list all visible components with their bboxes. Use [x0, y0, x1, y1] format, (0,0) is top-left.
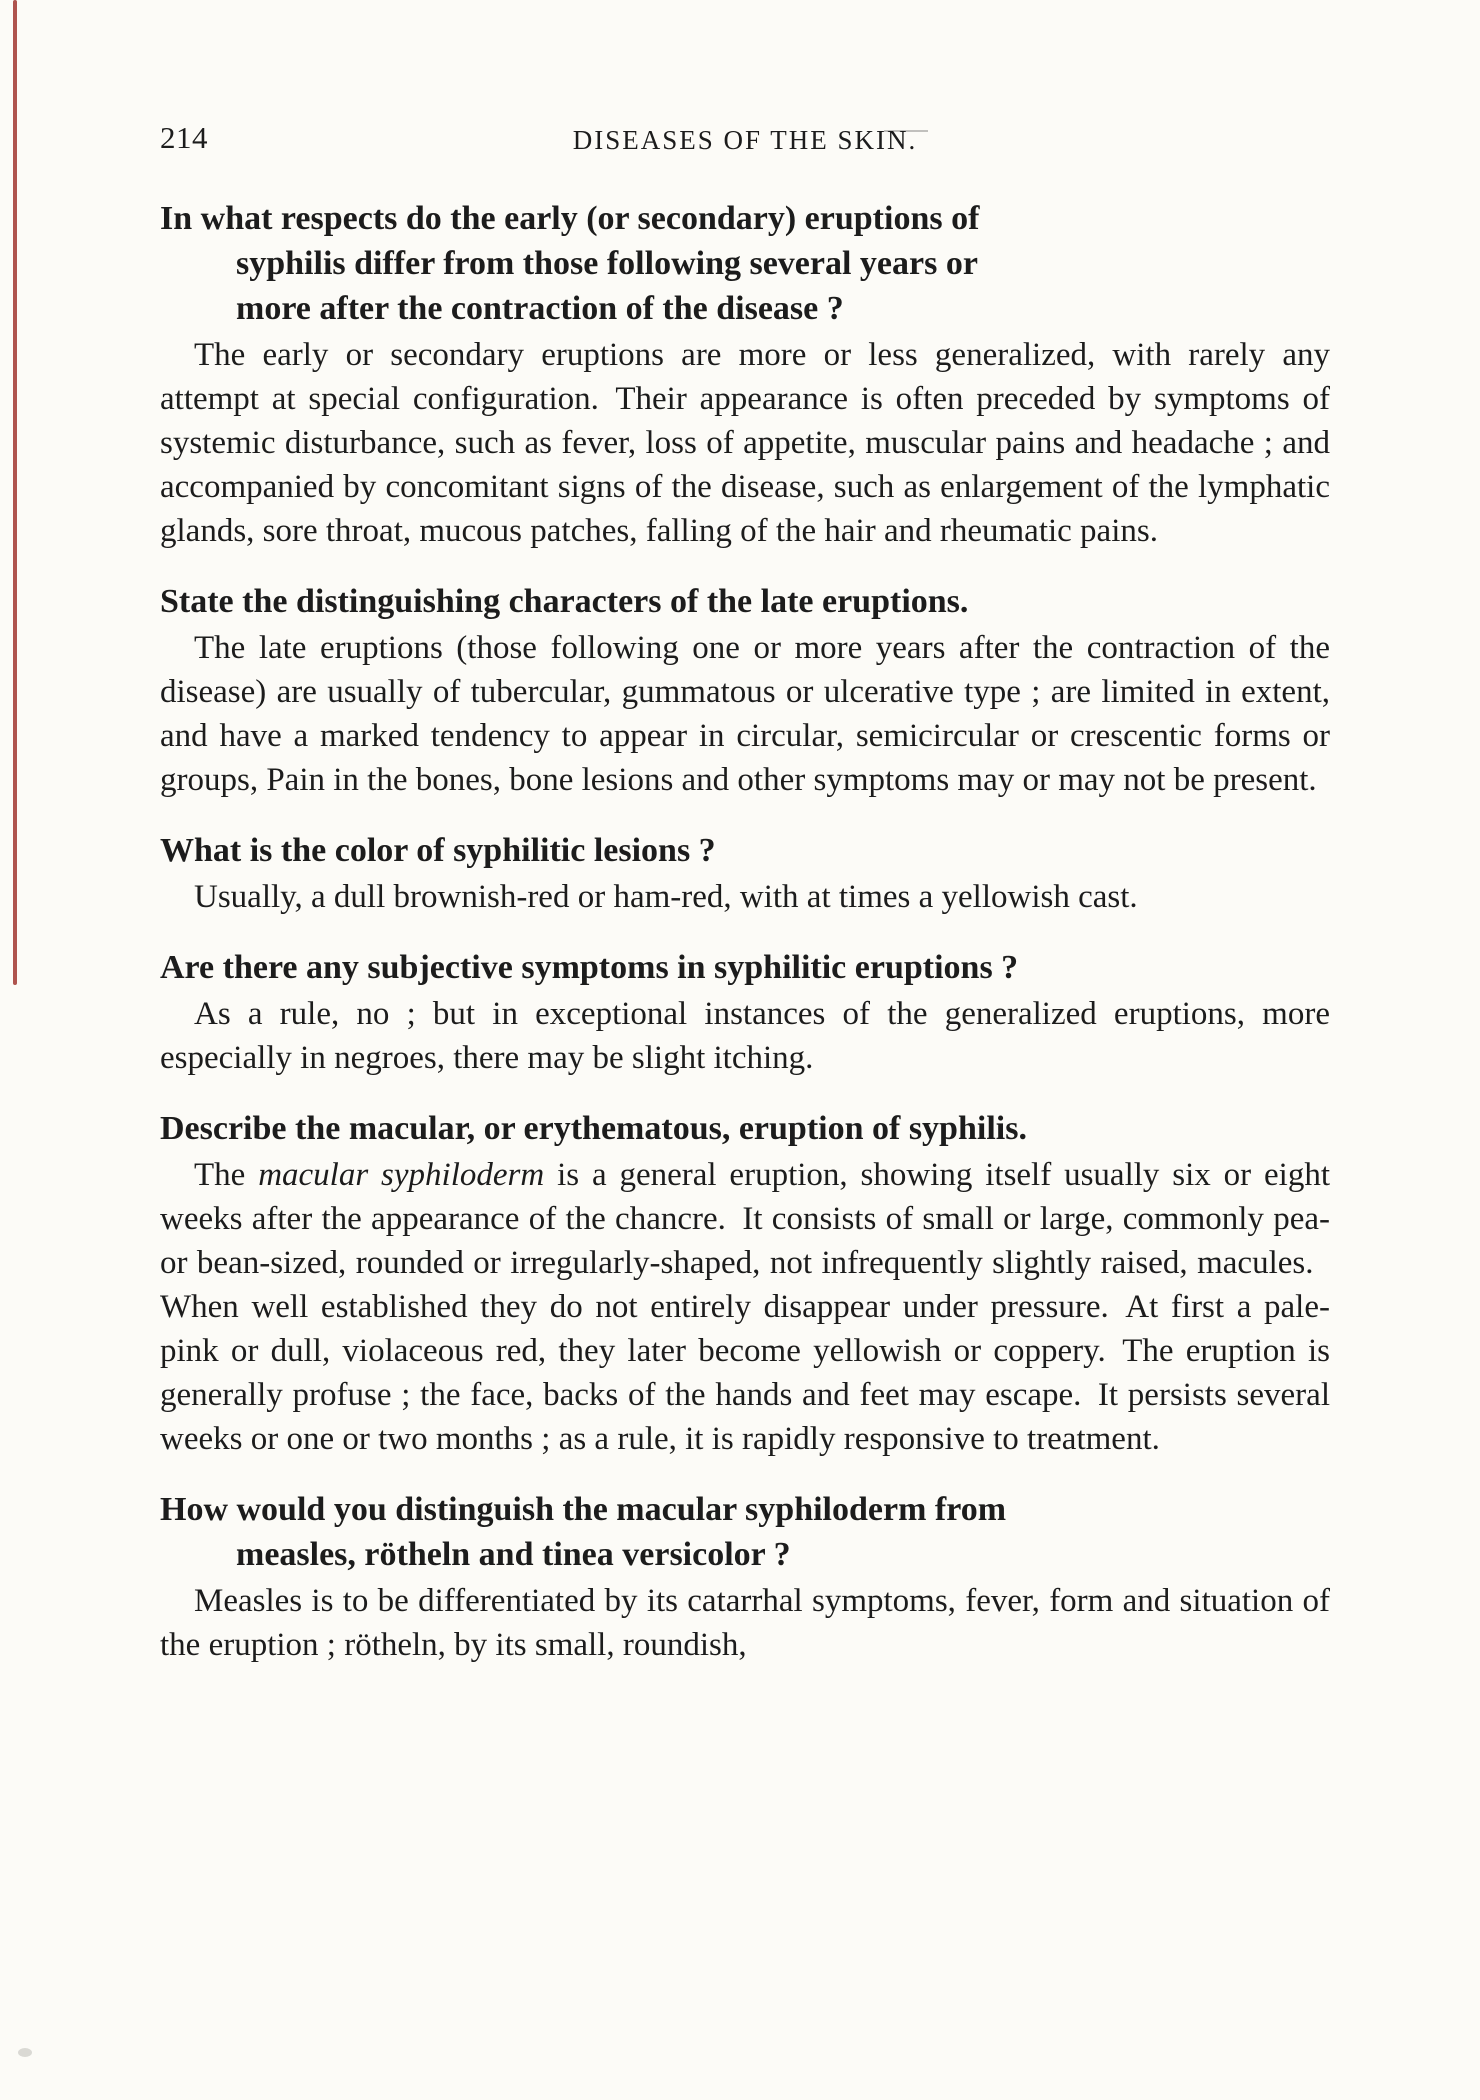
question-heading	[160, 1106, 1330, 1151]
answer-text: Measles is to be differentiated by its catarrhal symptoms, fever, form and situation of the eruption ; rötheln, by its small, roundish,	[160, 1583, 1330, 1663]
scan-artifact-smudge	[18, 2048, 32, 2057]
question-heading	[160, 828, 1330, 873]
qa-section	[160, 1106, 1330, 1461]
qa-section	[160, 828, 1330, 919]
question-line: State the distinguishing characters of the late eruptions.	[160, 583, 969, 620]
answer-text: is a general eruption, showing itself usually six or eight weeks after the appearance of the chancre. It consists of small or large, commonly pea- or bean-sized, rounded or irregularly-shaped, not infrequently slightly raised, macules. When well established they do not entirely disappear under pressure. At first a pale-pink or dull, violaceous red, they later become yellowish or coppery. The eruption is generally profuse ; the face, backs of the hands and feet may escape. It persists several weeks or one or two months ; as a rule, it is rapidly responsive to treatment.	[160, 1157, 1331, 1457]
question-line: How would you distinguish the macular syphiloderm from	[160, 1491, 1007, 1528]
question-heading	[160, 1487, 1330, 1577]
question-line: measles, rötheln and tinea versicolor ?	[236, 1536, 791, 1573]
text-block	[160, 118, 1330, 1667]
answer-text: Usually, a dull brownish-red or ham-red, with at times a yellowish cast.	[194, 879, 1138, 915]
question-line: What is the color of syphilitic lesions ?	[160, 832, 716, 869]
qa-section	[160, 579, 1330, 802]
answer-text: The	[194, 1157, 259, 1193]
qa-sections	[160, 196, 1330, 1667]
answer-paragraph	[160, 626, 1330, 802]
answer-text: The early or secondary eruptions are more or less generalized, with rarely any attempt at special configuration. Their appearance is often preceded by symptoms of systemic disturbance, such as fever, loss of appetite, muscular pains and headache ; and accompanied by concomitant signs of the disease, such as enlargement of the lymphatic glands, sore throat, mucous patches, falling of the hair and rheumatic pains.	[160, 337, 1330, 549]
question-heading	[160, 196, 1330, 331]
qa-section	[160, 196, 1330, 553]
answer-text: As a rule, no ; but in exceptional instances of the generalized eruptions, more especially in negroes, there may be slight itching.	[160, 996, 1330, 1076]
question-heading	[160, 579, 1330, 624]
question-heading	[160, 945, 1330, 990]
answer-paragraph	[160, 875, 1330, 919]
page-header	[160, 118, 1330, 166]
answer-paragraph	[160, 1153, 1330, 1461]
qa-section	[160, 1487, 1330, 1667]
scan-artifact-red-edge	[13, 0, 17, 985]
answer-paragraph	[160, 1579, 1330, 1667]
italic-term: macular syphiloderm	[258, 1157, 545, 1193]
question-line: In what respects do the early (or secondary) eruptions of	[160, 200, 980, 237]
answer-paragraph	[160, 333, 1330, 553]
running-header: DISEASES OF THE SKIN.	[572, 125, 918, 155]
answer-paragraph	[160, 992, 1330, 1080]
answer-text: The late eruptions (those following one or more years after the contraction of the disease) are usually of tubercular, gummatous or ulcerative type ; are limited in extent, and have a marked tendency to appear in circular, semicircular or crescentic forms or groups, Pain in the bones, bone lesions and other symptoms may or may not be present.	[160, 630, 1330, 798]
qa-section	[160, 945, 1330, 1080]
page-number: 214	[160, 120, 208, 155]
question-line: Are there any subjective symptoms in syphilitic eruptions ?	[160, 949, 1019, 986]
question-line: more after the contraction of the disease ?	[236, 290, 844, 327]
question-line: syphilis differ from those following several years or	[236, 245, 978, 282]
question-line: Describe the macular, or erythematous, eruption of syphilis.	[160, 1110, 1027, 1147]
